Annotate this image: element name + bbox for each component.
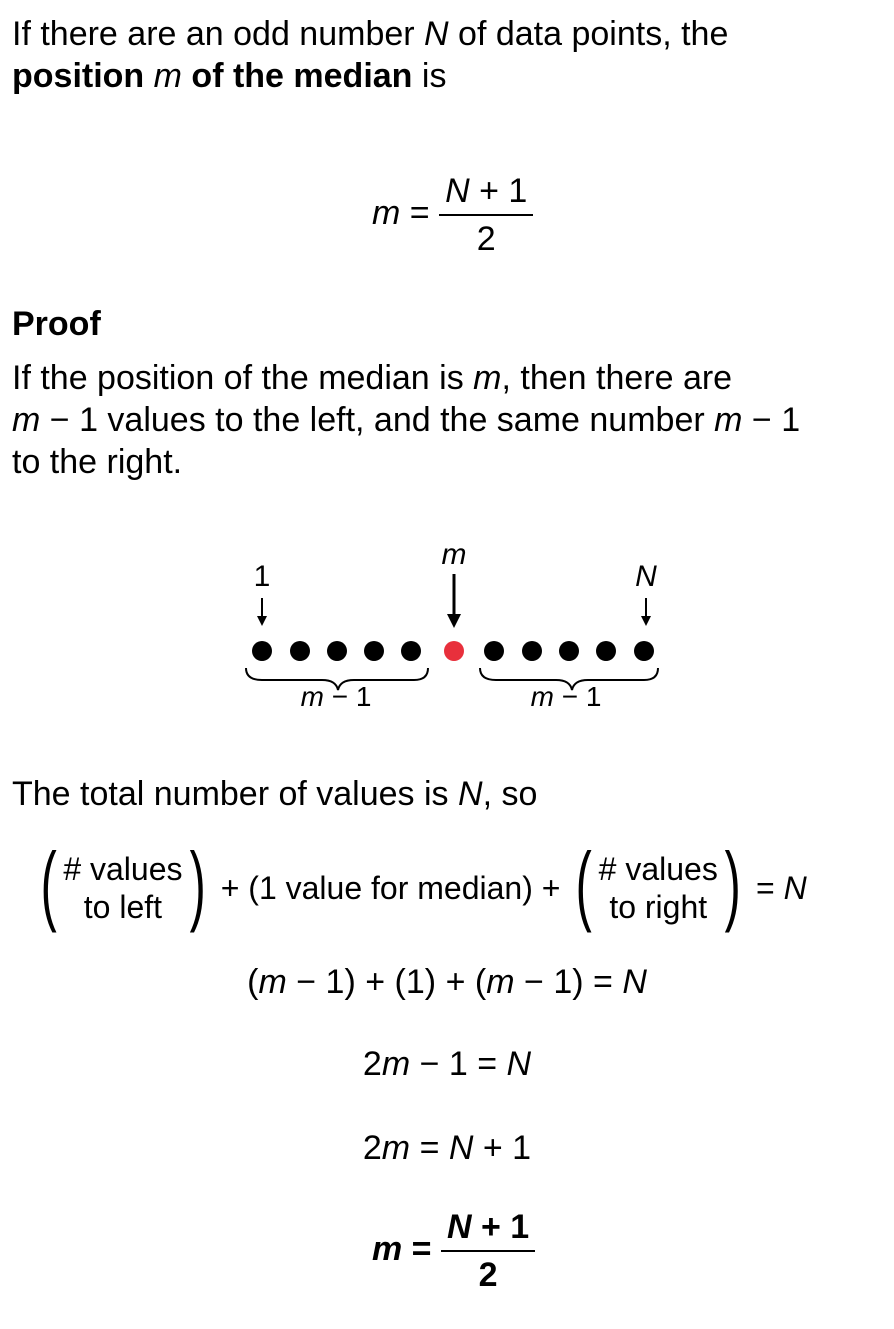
dot-row — [252, 641, 654, 661]
equals-sign: = — [410, 1129, 449, 1167]
numerator-rest: + 1 — [469, 172, 528, 210]
proof-text: − 1 — [742, 401, 801, 439]
proof-text: If the position of the median is — [12, 359, 474, 397]
var-m: m — [473, 359, 502, 397]
close-paren: ) — [724, 834, 741, 933]
bold-text: of the median — [181, 57, 413, 95]
var-N: N — [424, 15, 449, 53]
var-m: m — [381, 1045, 411, 1083]
arrow-median — [447, 574, 461, 628]
var-m: m — [714, 401, 743, 439]
var-N: N — [448, 1129, 474, 1167]
proof-text: , then there are — [501, 359, 733, 397]
intro-text: If there are an odd number — [12, 15, 425, 53]
total-text: The total number of values is — [12, 775, 459, 813]
brace-left-label: m − 1 — [300, 681, 372, 712]
left-paren-group — [34, 834, 212, 933]
total-text: , so — [482, 775, 538, 813]
data-dot — [522, 641, 542, 661]
coef: 2 — [362, 1045, 382, 1083]
label-first: 1 — [253, 560, 271, 593]
stack-bottom: to right — [609, 889, 708, 925]
equation-sum-text: (m − 1) + (1) + (m − 1) = N — [247, 963, 647, 1001]
var-m: m — [381, 1129, 411, 1167]
bold-text: position — [12, 57, 154, 95]
data-dot — [252, 641, 272, 661]
denominator: 2 — [478, 1256, 498, 1294]
proof-heading: Proof — [12, 305, 101, 343]
intro-line-1 — [12, 12, 728, 56]
intro-text: is — [412, 57, 447, 95]
data-dot — [401, 641, 421, 661]
median-dot — [444, 641, 464, 661]
proof-line-2 — [12, 398, 800, 442]
intro-line-2 — [12, 54, 446, 98]
stack-bottom: to left — [83, 889, 163, 925]
intro-text: of data points, the — [448, 15, 729, 53]
data-dot — [596, 641, 616, 661]
median-term: + (1 value for median) + — [211, 869, 570, 906]
proof-text: − 1 values to the left, and the same number — [40, 401, 715, 439]
eq-rest: − 1 = — [410, 1045, 507, 1083]
var-N: N — [506, 1045, 532, 1083]
data-dot — [634, 641, 654, 661]
median-diagram — [0, 530, 894, 720]
values-to-left — [63, 850, 182, 926]
equals-sign: = — [402, 1229, 441, 1268]
values-to-right — [599, 850, 718, 926]
arrow-last — [641, 598, 651, 626]
total-line — [12, 772, 537, 816]
data-dot — [559, 641, 579, 661]
data-dot — [364, 641, 384, 661]
fraction — [441, 1208, 535, 1294]
var-m: m — [12, 401, 41, 439]
data-dot — [484, 641, 504, 661]
var-m: m — [372, 1229, 403, 1268]
numerator-rest: + 1 — [471, 1208, 530, 1246]
data-dot — [290, 641, 310, 661]
word-equation — [34, 834, 807, 933]
var-N: N — [783, 869, 807, 906]
equals-sign: = — [747, 869, 784, 906]
var-N: N — [445, 172, 470, 210]
close-paren: ) — [189, 834, 206, 933]
label-median: m — [441, 538, 467, 571]
open-paren: ( — [575, 834, 593, 933]
numerator — [441, 1208, 535, 1252]
equation-sum — [0, 962, 894, 1002]
brace-right-label: m − 1 — [530, 681, 602, 712]
equation-2m-minus-1 — [0, 1044, 894, 1084]
var-m: m — [372, 193, 401, 232]
formula-median-position — [372, 172, 533, 258]
proof-line-1 — [12, 356, 732, 400]
denominator: 2 — [476, 220, 496, 258]
numerator — [439, 172, 533, 216]
coef: 2 — [362, 1129, 382, 1167]
proof-line-3: to the right. — [12, 443, 183, 481]
equation-2m — [0, 1128, 894, 1168]
data-dot — [327, 641, 347, 661]
var-m: m — [153, 57, 182, 95]
fraction — [439, 172, 533, 258]
final-formula — [372, 1208, 535, 1294]
arrow-first — [257, 598, 267, 626]
stack-top: # values — [63, 851, 183, 887]
right-paren-group — [569, 834, 747, 933]
stack-top: # values — [598, 851, 718, 887]
eq-rest: + 1 — [473, 1129, 532, 1167]
var-N: N — [446, 1208, 472, 1246]
open-paren: ( — [40, 834, 57, 933]
label-last: N — [635, 560, 657, 593]
equals-sign: = — [400, 193, 440, 232]
var-N: N — [458, 775, 483, 813]
